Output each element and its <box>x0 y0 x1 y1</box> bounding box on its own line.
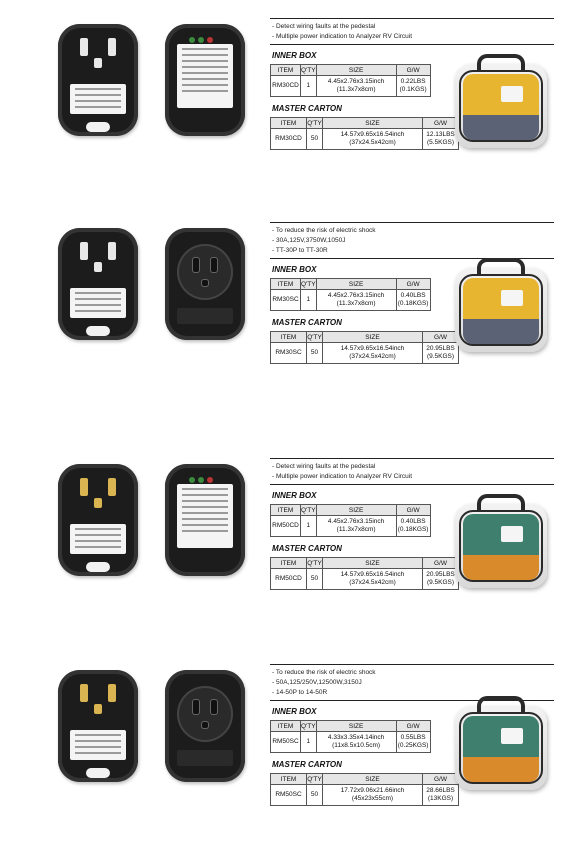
column-header-size: SIZE <box>316 279 396 290</box>
socket-face <box>177 686 233 742</box>
item-cell: RM50SC <box>271 732 301 753</box>
weight-kgs: (9.5KGS) <box>426 353 455 360</box>
prong-icon <box>94 498 102 508</box>
case-handle <box>477 258 525 274</box>
master-carton-heading: MASTER CARTON <box>272 544 342 553</box>
item-cell: RM30SC <box>271 343 307 364</box>
case-handle <box>477 696 525 712</box>
rating-label <box>177 308 233 324</box>
column-header-gw: G/W <box>423 332 459 343</box>
led-indicators <box>189 30 221 38</box>
size-inch: 4.45x2.76x3.15inch <box>327 78 385 85</box>
table-row <box>271 732 431 753</box>
qty-cell: 50 <box>307 129 323 150</box>
inner-box-table <box>270 278 431 311</box>
led-icon <box>189 477 195 483</box>
master-carton-table <box>270 331 459 364</box>
label-line <box>75 100 121 102</box>
weight-cell <box>423 569 459 590</box>
chart-line <box>182 78 228 80</box>
item-cell: RM30CD <box>271 129 307 150</box>
table-row <box>271 785 459 806</box>
chart-line <box>182 488 228 490</box>
size-cm: (37x24.5x42cm) <box>349 579 396 586</box>
prong-icon <box>108 38 116 56</box>
plug-image <box>58 24 138 136</box>
socket-slot-icon <box>211 700 217 714</box>
prong-icon <box>108 242 116 260</box>
table-header-row <box>271 332 459 343</box>
item-cell: RM30CD <box>271 76 301 97</box>
table-row <box>271 76 431 97</box>
label-line <box>75 106 121 108</box>
chart-line <box>182 90 228 92</box>
fault-chart <box>177 484 233 548</box>
feature-item: - 50A,125/250V,12500W,3150J <box>272 679 362 686</box>
case-handle <box>477 54 525 70</box>
weight-lbs: 28.66LBS <box>426 787 455 794</box>
led-icon <box>189 37 195 43</box>
inner-box-heading: INNER BOX <box>272 265 317 274</box>
carry-case-image <box>455 504 547 588</box>
weight-kgs: (0.18KGS) <box>397 526 429 533</box>
size-cell <box>323 129 423 150</box>
size-cell <box>323 343 423 364</box>
weight-kgs: (13KGS) <box>427 795 454 802</box>
weight-lbs: 20.95LBS <box>426 571 455 578</box>
qty-cell: 50 <box>307 785 323 806</box>
master-carton-heading: MASTER CARTON <box>272 760 342 769</box>
column-header-qty: Q'TY <box>301 506 316 514</box>
master-carton-table <box>270 117 459 150</box>
receptacle-image <box>165 228 245 340</box>
prong-icon <box>108 684 116 702</box>
column-header-item: ITEM <box>271 505 301 516</box>
size-cell <box>323 785 423 806</box>
product-section <box>0 18 577 208</box>
column-header-gw: G/W <box>396 505 430 516</box>
weight-kgs: (0.25KGS) <box>397 742 429 749</box>
weight-cell <box>423 785 459 806</box>
table-header-row <box>271 118 459 129</box>
table-header-row <box>271 558 459 569</box>
master-carton-table <box>270 773 459 806</box>
chart-line <box>182 524 228 526</box>
feature-list <box>270 18 554 45</box>
master-carton-heading: MASTER CARTON <box>272 104 342 113</box>
chart-line <box>182 512 228 514</box>
column-header-gw: G/W <box>423 118 459 129</box>
led-icon <box>198 37 204 43</box>
label-line <box>75 546 121 548</box>
table-header-row <box>271 721 431 732</box>
weight-cell <box>423 129 459 150</box>
item-cell: RM50SC <box>271 785 307 806</box>
weight-cell <box>396 290 430 311</box>
size-inch: 14.57x9.65x16.54inch <box>340 345 405 352</box>
prong-icon <box>94 262 102 272</box>
qty-cell: 1 <box>301 516 317 537</box>
zipper-line <box>459 70 543 142</box>
label-line <box>75 94 121 96</box>
rating-label <box>70 84 126 114</box>
size-cm: (11.3x7x8cm) <box>336 300 376 307</box>
qty-cell: 1 <box>301 732 317 753</box>
label-line <box>75 734 121 736</box>
inner-box-table <box>270 720 431 753</box>
table-header-row <box>271 279 431 290</box>
column-header-size: SIZE <box>323 118 423 129</box>
column-header-gw: G/W <box>396 65 430 76</box>
label-line <box>75 292 121 294</box>
prong-icon <box>80 684 88 702</box>
column-header-qty: Q'TY <box>301 722 316 730</box>
weight-lbs: 0.55LBS <box>400 734 426 741</box>
weight-kgs: (0.1KGS) <box>399 86 427 93</box>
master-carton-heading: MASTER CARTON <box>272 318 342 327</box>
weight-lbs: 12.13LBS <box>426 131 455 138</box>
feature-item: - Detect wiring faults at the pedestal <box>272 23 376 30</box>
chart-line <box>182 72 228 74</box>
socket-slot-icon <box>193 258 199 272</box>
prong-icon <box>94 58 102 68</box>
label-line <box>75 304 121 306</box>
socket-face <box>177 244 233 300</box>
handle-loop <box>86 562 110 572</box>
led-indicators <box>189 470 221 478</box>
size-cm: (45x23x55cm) <box>351 795 394 802</box>
master-carton-table <box>270 557 459 590</box>
size-cell <box>316 732 396 753</box>
prong-icon <box>80 242 88 260</box>
size-cm: (11.3x7x8cm) <box>336 86 376 93</box>
size-cm: (37x24.5x42cm) <box>349 353 396 360</box>
column-header-item: ITEM <box>271 721 301 732</box>
socket-slot-icon <box>193 700 199 714</box>
product-section <box>0 458 577 648</box>
rating-label <box>70 288 126 318</box>
column-header-size: SIZE <box>316 505 396 516</box>
chart-line <box>182 500 228 502</box>
size-inch: 14.57x9.65x16.54inch <box>340 131 405 138</box>
column-header-qty: Q'TY <box>307 559 322 567</box>
led-icon <box>207 477 213 483</box>
prong-icon <box>80 478 88 496</box>
column-header-size: SIZE <box>323 774 423 785</box>
label-line <box>75 746 121 748</box>
label-line <box>75 310 121 312</box>
size-cm: (11.3x7x8cm) <box>336 526 376 533</box>
feature-item: - Multiple power indication to Analyzer RV Circuit <box>272 473 413 480</box>
socket-slot-icon <box>211 258 217 272</box>
size-inch: 4.45x2.76x3.15inch <box>327 518 385 525</box>
rating-label <box>70 524 126 554</box>
handle-loop <box>86 122 110 132</box>
chart-line <box>182 48 228 50</box>
case-handle <box>477 494 525 510</box>
size-cm: (37x24.5x42cm) <box>349 139 396 146</box>
chart-line <box>182 66 228 68</box>
item-cell: RM50CD <box>271 569 307 590</box>
feature-item: - To reduce the risk of electric shock <box>272 227 376 234</box>
qty-cell: 50 <box>307 569 323 590</box>
column-header-item: ITEM <box>271 774 307 785</box>
fault-chart <box>177 44 233 108</box>
product-section <box>0 222 577 412</box>
column-header-item: ITEM <box>271 558 307 569</box>
prong-icon <box>80 38 88 56</box>
column-header-qty: Q'TY <box>307 119 322 127</box>
plug-image <box>58 464 138 576</box>
inner-box-heading: INNER BOX <box>272 51 317 60</box>
table-row <box>271 569 459 590</box>
column-header-qty: Q'TY <box>307 775 322 783</box>
column-header-size: SIZE <box>316 721 396 732</box>
size-inch: 4.45x2.76x3.15inch <box>327 292 385 299</box>
chart-line <box>182 60 228 62</box>
chart-line <box>182 530 228 532</box>
weight-cell <box>423 343 459 364</box>
inner-box-table <box>270 504 431 537</box>
qty-cell: 1 <box>301 290 317 311</box>
weight-cell <box>396 516 430 537</box>
label-line <box>75 534 121 536</box>
analyzer-image <box>165 464 245 576</box>
handle-loop <box>86 768 110 778</box>
chart-line <box>182 54 228 56</box>
size-cell <box>316 290 396 311</box>
table-row <box>271 290 431 311</box>
chart-line <box>182 84 228 86</box>
inner-box-heading: INNER BOX <box>272 707 317 716</box>
prong-icon <box>94 704 102 714</box>
size-inch: 14.57x9.65x16.54inch <box>340 571 405 578</box>
size-cm: (11x8.5x10.5cm) <box>332 742 381 749</box>
receptacle-image <box>165 670 245 782</box>
carry-case-image <box>455 64 547 148</box>
weight-cell <box>396 76 430 97</box>
table-row <box>271 343 459 364</box>
size-cell <box>323 569 423 590</box>
qty-cell: 1 <box>301 76 317 97</box>
column-header-qty: Q'TY <box>301 66 316 74</box>
feature-list <box>270 222 554 259</box>
carry-case-image <box>455 706 547 790</box>
feature-item: - Multiple power indication to Analyzer RV Circuit <box>272 33 413 40</box>
prong-icon <box>108 478 116 496</box>
chart-line <box>182 494 228 496</box>
table-header-row <box>271 505 431 516</box>
label-line <box>75 528 121 530</box>
weight-lbs: 0.40LBS <box>400 518 426 525</box>
size-inch: 17.72x9.06x21.66inch <box>340 787 405 794</box>
column-header-gw: G/W <box>423 558 459 569</box>
column-header-gw: G/W <box>396 279 430 290</box>
size-cell <box>316 76 396 97</box>
zipper-line <box>459 712 543 784</box>
column-header-size: SIZE <box>316 65 396 76</box>
table-header-row <box>271 65 431 76</box>
label-line <box>75 88 121 90</box>
analyzer-image <box>165 24 245 136</box>
table-row <box>271 129 459 150</box>
plug-image <box>58 228 138 340</box>
zipper-line <box>459 510 543 582</box>
column-header-item: ITEM <box>271 118 307 129</box>
weight-lbs: 20.95LBS <box>426 345 455 352</box>
label-line <box>75 540 121 542</box>
column-header-size: SIZE <box>323 558 423 569</box>
feature-item: - TT-30P to TT-30R <box>272 247 328 254</box>
label-line <box>75 740 121 742</box>
label-line <box>75 752 121 754</box>
column-header-gw: G/W <box>423 774 459 785</box>
weight-kgs: (5.5KGS) <box>426 139 455 146</box>
led-icon <box>207 37 213 43</box>
inner-box-table <box>270 64 431 97</box>
column-header-item: ITEM <box>271 65 301 76</box>
carry-case-image <box>455 268 547 352</box>
chart-line <box>182 506 228 508</box>
rating-label <box>70 730 126 760</box>
item-cell: RM30SC <box>271 290 301 311</box>
socket-slot-icon <box>202 280 208 286</box>
feature-item: - 14-50P to 14-50R <box>272 689 328 696</box>
chart-line <box>182 518 228 520</box>
label-line <box>75 298 121 300</box>
item-cell: RM50CD <box>271 516 301 537</box>
qty-cell: 50 <box>307 343 323 364</box>
column-header-item: ITEM <box>271 279 301 290</box>
weight-kgs: (0.18KGS) <box>397 300 429 307</box>
feature-item: - To reduce the risk of electric shock <box>272 669 376 676</box>
feature-list <box>270 458 554 485</box>
weight-kgs: (9.5KGS) <box>426 579 455 586</box>
table-row <box>271 516 431 537</box>
socket-slot-icon <box>202 722 208 728</box>
column-header-item: ITEM <box>271 332 307 343</box>
rating-label <box>177 750 233 766</box>
plug-image <box>58 670 138 782</box>
table-header-row <box>271 774 459 785</box>
product-section <box>0 664 577 853</box>
inner-box-heading: INNER BOX <box>272 491 317 500</box>
column-header-qty: Q'TY <box>307 333 322 341</box>
size-cell <box>316 516 396 537</box>
column-header-gw: G/W <box>396 721 430 732</box>
weight-cell <box>396 732 430 753</box>
led-icon <box>198 477 204 483</box>
column-header-size: SIZE <box>323 332 423 343</box>
column-header-qty: Q'TY <box>301 280 316 288</box>
size-inch: 4.33x3.35x4.14inch <box>327 734 385 741</box>
handle-loop <box>86 326 110 336</box>
feature-item: - Detect wiring faults at the pedestal <box>272 463 376 470</box>
weight-lbs: 0.22LBS <box>400 78 426 85</box>
feature-item: - 30A,125V,3750W,1050J <box>272 237 346 244</box>
zipper-line <box>459 274 543 346</box>
weight-lbs: 0.40LBS <box>400 292 426 299</box>
